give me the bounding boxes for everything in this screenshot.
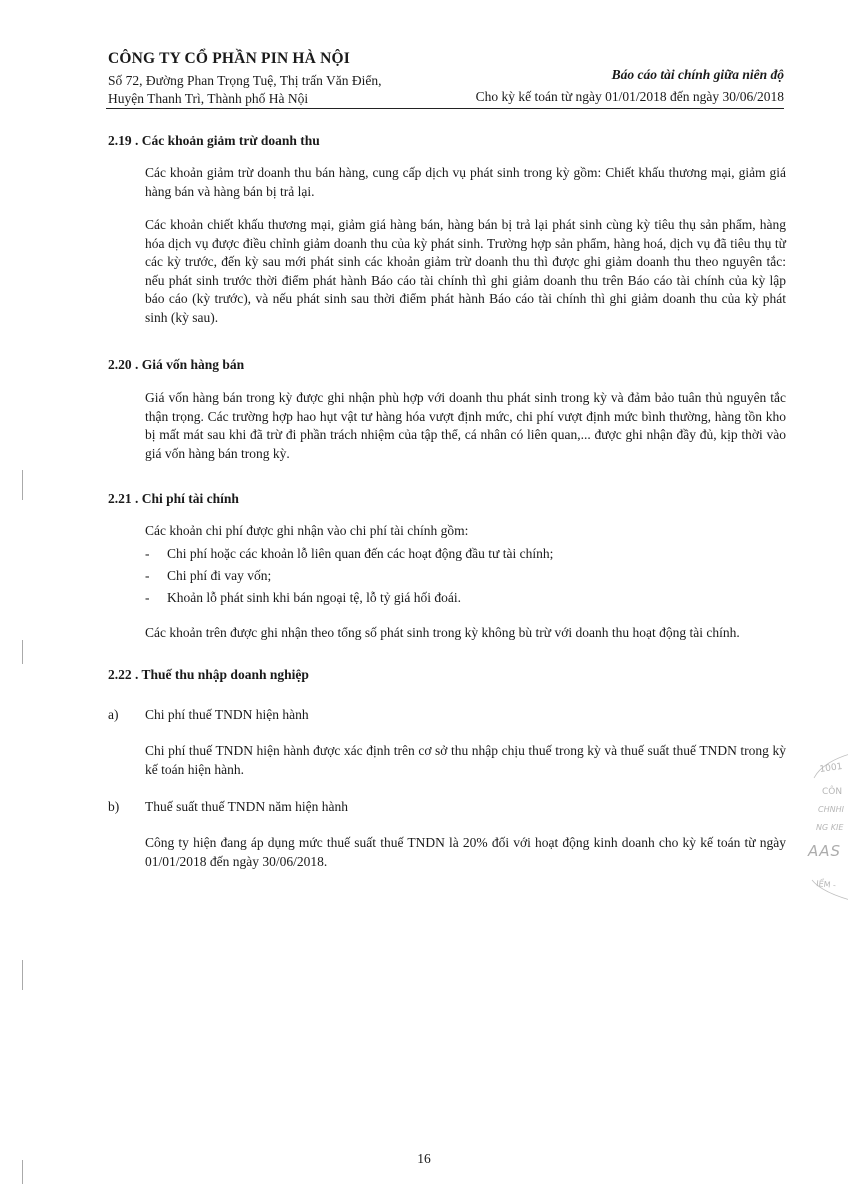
bullet-dash: - bbox=[145, 546, 150, 561]
section-2-19-para2: Các khoản chiết khấu thương mại, giảm giá hàng bán, hàng bán bị trả lại phát sinh cùng kỳ tiêu thụ sản phẩm, hàng hóa dịch vụ được điều chỉnh giảm doanh thu của kỳ phát sinh. Trường hợp sản phẩm, hàng hoá, dịch vụ đã tiêu thụ từ các kỳ trước, đến kỳ sau mới phát sinh các khoản giảm trừ doanh thu thì được ghi giảm doanh thu theo nguyên tắc: nếu phát sinh trước thời điểm phát hành Báo cáo tài chính thì ghi giảm doanh thu trên Báo cáo tài chính của kỳ lập báo cáo (kỳ trước), và nếu phát sinh sau thời điểm phát hành Báo cáo tài chính thì ghi giảm doanh thu của kỳ phát sinh (kỳ sau). bbox=[145, 217, 786, 325]
bullet-dash: - bbox=[145, 568, 150, 583]
auditor-seal-fragment bbox=[806, 752, 848, 902]
section-2-19-para1: Các khoản giảm trừ doanh thu bán hàng, cung cấp dịch vụ phát sinh trong kỳ gồm: Chiết khấu thương mại, giảm giá hàng bán và hàng bán bị trả lại. bbox=[145, 165, 786, 199]
section-2-19-heading: 2.19 . Các khoản giảm trừ doanh thu bbox=[108, 133, 320, 148]
svg-text:CÔN: CÔN bbox=[822, 787, 843, 797]
section-2-21-intro: Các khoản chi phí được ghi nhận vào chi phí tài chính gồm: bbox=[145, 523, 469, 538]
scan-margin-mark bbox=[22, 960, 23, 990]
subsection-b-title: Thuế suất thuế TNDN năm hiện hành bbox=[145, 799, 348, 814]
svg-text:AAS: AAS bbox=[808, 842, 842, 860]
company-address-line2: Huyện Thanh Trì, Thành phố Hà Nội bbox=[108, 91, 309, 106]
bullet-text: Chi phí hoặc các khoản lỗ liên quan đến các hoạt động đầu tư tài chính; bbox=[167, 546, 554, 561]
scan-margin-mark bbox=[22, 470, 23, 500]
scan-margin-mark bbox=[22, 640, 23, 664]
section-2-21-closing: Các khoản trên được ghi nhận theo tổng số phát sinh trong kỳ không bù trừ với doanh thu hoạt động tài chính. bbox=[145, 625, 740, 640]
section-2-21-heading: 2.21 . Chi phí tài chính bbox=[108, 491, 239, 506]
subsection-a-label: a) bbox=[108, 707, 119, 722]
svg-text:IỂM -: IỂM - bbox=[815, 879, 837, 891]
subsection-a-title: Chi phí thuế TNDN hiện hành bbox=[145, 707, 309, 722]
report-title: Báo cáo tài chính giữa niên độ bbox=[611, 67, 784, 82]
report-period: Cho kỳ kế toán từ ngày 01/01/2018 đến ngày 30/06/2018 bbox=[475, 89, 784, 104]
bullet-text: Khoản lỗ phát sinh khi bán ngoại tệ, lỗ tỷ giá hối đoái. bbox=[167, 590, 461, 605]
list-item bbox=[145, 590, 461, 606]
header-rule bbox=[106, 108, 784, 109]
svg-text:1001: 1001 bbox=[819, 761, 844, 775]
section-2-22-heading: 2.22 . Thuế thu nhập doanh nghiệp bbox=[108, 667, 309, 682]
list-item bbox=[145, 568, 271, 584]
bullet-dash: - bbox=[145, 590, 150, 605]
list-item bbox=[145, 546, 553, 562]
subsection-b-para: Công ty hiện đang áp dụng mức thuế suất thuế TNDN là 20% đối với hoạt động kinh doanh cho kỳ kế toán từ ngày 01/01/2018 đến ngày 30/06/2018. bbox=[145, 835, 786, 869]
subsection-a-para: Chi phí thuế TNDN hiện hành được xác định trên cơ sở thu nhập chịu thuế trong kỳ và thuế suất thuế TNDN trong kỳ kế toán hiện hành. bbox=[145, 743, 786, 777]
bullet-text: Chi phí đi vay vốn; bbox=[167, 568, 272, 583]
page-number: 16 bbox=[417, 1151, 431, 1166]
subsection-b-label: b) bbox=[108, 799, 120, 814]
svg-text:CHNHI: CHNHI bbox=[818, 805, 844, 814]
section-2-20-para1: Giá vốn hàng bán trong kỳ được ghi nhận phù hợp với doanh thu phát sinh trong kỳ và đảm bảo tuân thủ nguyên tắc thận trọng. Các trường hợp hao hụt vật tư hàng hóa vượt định mức, chi phí vượt định mức bình thường, hàng tồn kho bị mất mát sau khi đã trừ đi phần trách nhiệm của tập thể, cá nhân có liên quan,... được ghi nhận đầy đủ, kịp thời vào giá vốn hàng bán trong kỳ. bbox=[145, 390, 786, 461]
svg-text:NG KIE: NG KIE bbox=[816, 823, 844, 832]
company-address-line1: Số 72, Đường Phan Trọng Tuệ, Thị trấn Văn Điển, bbox=[108, 73, 382, 88]
section-2-20-heading: 2.20 . Giá vốn hàng bán bbox=[108, 357, 245, 372]
company-name: CÔNG TY CỔ PHẦN PIN HÀ NỘI bbox=[108, 50, 351, 67]
